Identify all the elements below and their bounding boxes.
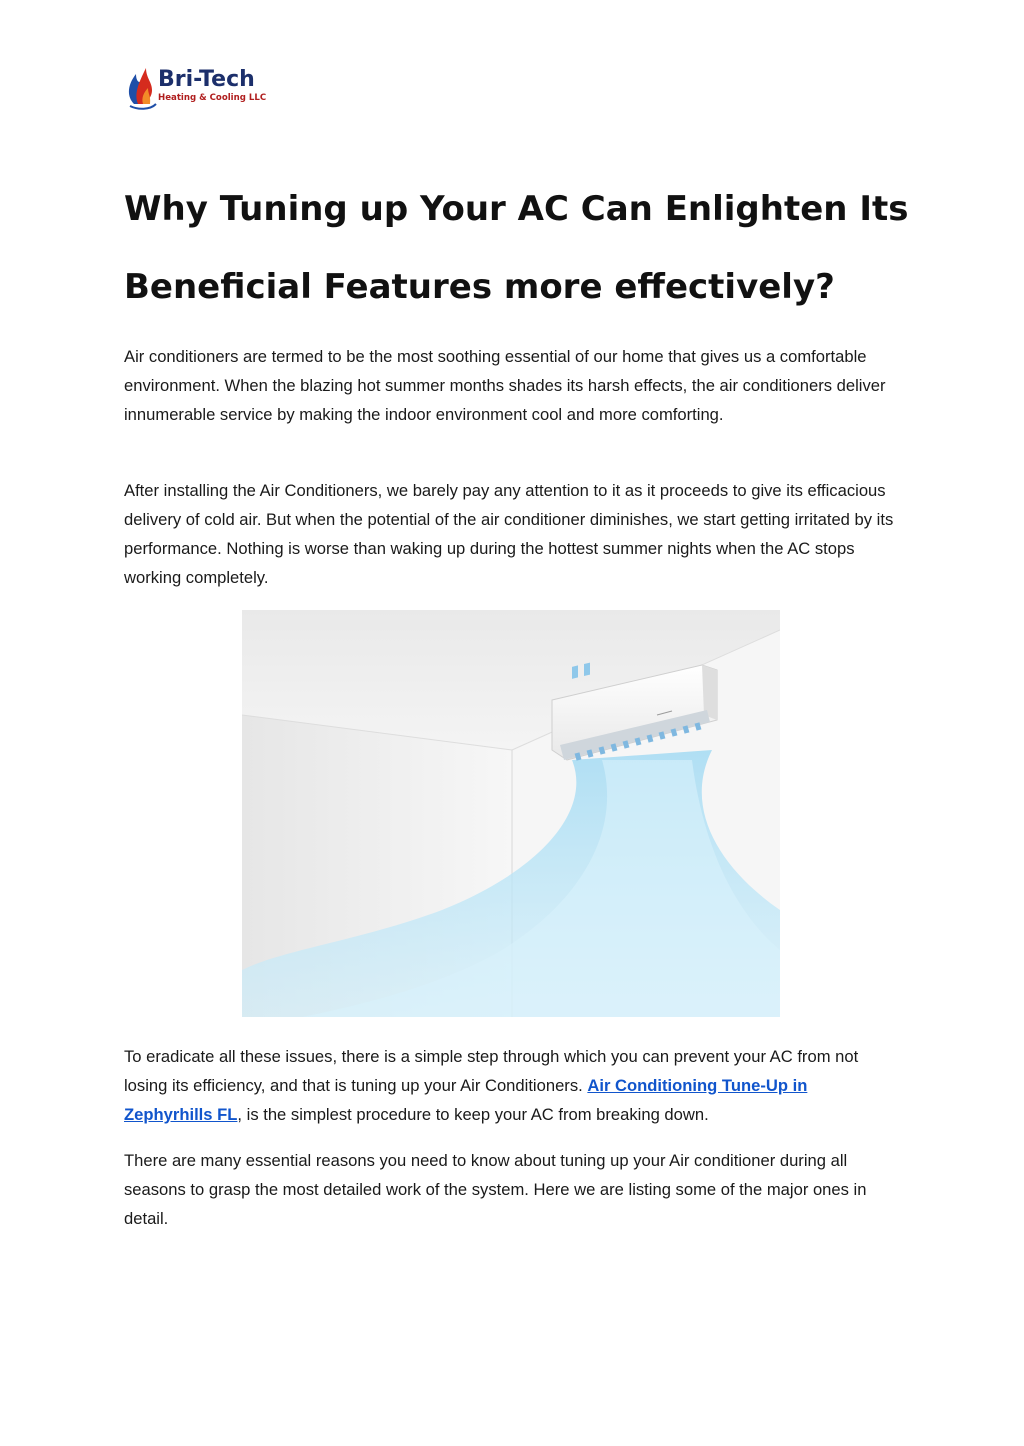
- company-logo: [124, 60, 274, 110]
- ac-tune-up-link[interactable]: Air Conditioning Tune-Up in Zephyrhills FL: [124, 1076, 808, 1124]
- intro-paragraph: Air conditioners are termed to be the most soothing essential of our home that gives us a comfortable environment. When the blazing hot summer months shades its harsh effects, the air conditioners deliver innumerable service by making the indoor environment cool and more comforting.: [124, 347, 886, 424]
- flame-logo-icon: [124, 60, 274, 110]
- title-line-1: Why Tuning up Your AC Can Enlighten Its: [124, 189, 909, 229]
- reasons-paragraph: There are many essential reasons you need to know about tuning up your Air conditioner during all seasons to grasp the most detailed work of the system. Here we are listing some of the major ones in detail.: [124, 1151, 867, 1228]
- solution-text-after: , is the simplest procedure to keep your AC from breaking down.: [237, 1105, 709, 1124]
- logo-name: Bri-Tech: [158, 67, 255, 92]
- air-conditioner-illustration: [242, 610, 780, 1017]
- title-line-2: Beneficial Features more effectively?: [124, 267, 835, 307]
- air-conditioner-icon: [242, 610, 780, 1017]
- problem-paragraph: After installing the Air Conditioners, we barely pay any attention to it as it proceeds to give its efficacious delivery of cold air. But when the potential of the air conditioner diminishes, we start getting irritated by its performance. Nothing is worse than waking up during the hottest summer nights when the AC stops working completely.: [124, 481, 894, 587]
- solution-paragraph: [124, 1042, 900, 1129]
- page-title: [124, 170, 909, 326]
- solution-text-before: To eradicate all these issues, there is a simple step through which you can prevent your AC from not losing its efficiency, and that is tuning up your Air Conditioners.: [124, 1047, 859, 1095]
- logo-tagline: Heating & Cooling LLC: [158, 93, 267, 103]
